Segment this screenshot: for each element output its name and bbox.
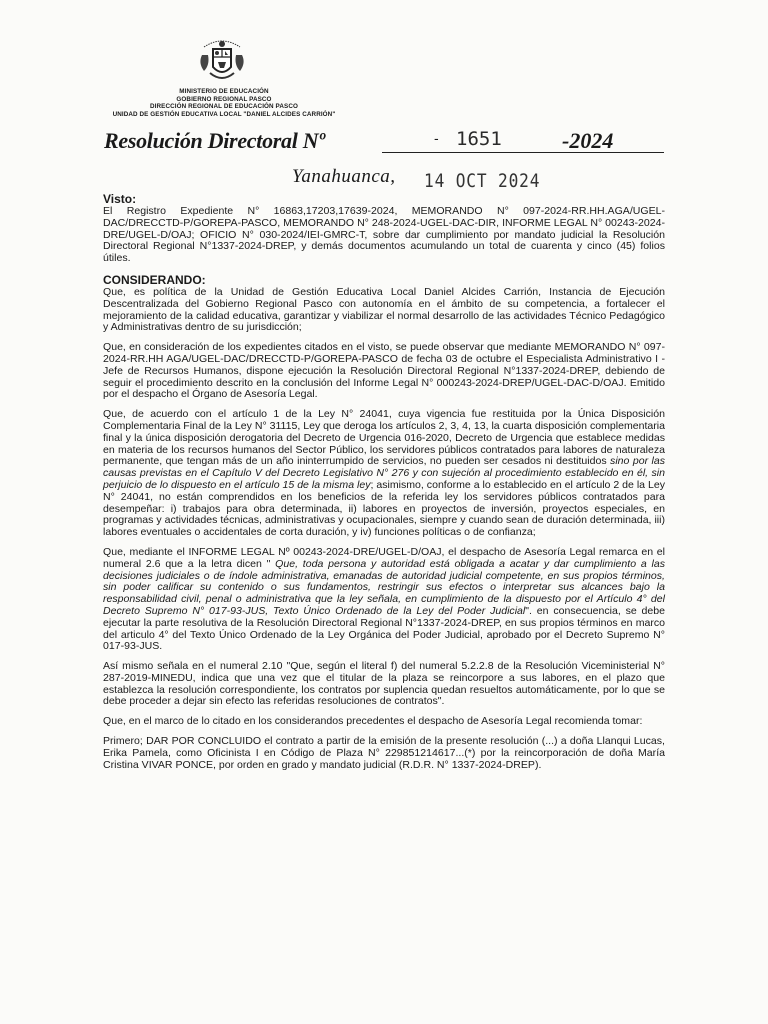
resolution-year: -2024 — [562, 128, 614, 153]
considerando-paragraph-3 — [103, 409, 665, 539]
header-ministry: MINISTERIO DE EDUCACIÓN — [179, 88, 269, 95]
peru-coat-of-arms-icon — [196, 33, 248, 87]
header-ugel: UNIDAD DE GESTIÓN EDUCATIVA LOCAL "DANIEL ALCIDES CARRIÓN" — [112, 110, 336, 118]
paragraph-4-text-c: ". en consecuencia, se debe ejecutar la parte resolutiva de la Resolución Directoral Regional N°1337-2024-DREP, en sus propios términos en marco del articulo 4° del Texto Único Ordenado de la Ley Orgánica del Poder Judicial, aprobado por el Decreto Supremo N° 017-93-JUS. — [103, 604, 665, 653]
considerando-paragraph-6: Que, en el marco de lo citado en los considerandos precedentes el despacho de Asesoría Legal recomienda tomar: — [103, 715, 643, 728]
paragraph-4-italic-quote: Que, toda persona y autoridad está obligada a acatar y dar cumplimiento a las decisiones judiciales o de índole administrativa, emanadas de autoridad judicial competente, en sus propios términos, sin poder calificar su contenido o sus fundamentos, restringir sus efectos o interpretar sus alcances bajo la responsabilidad civil, penal o administrativa que la ley señala, en cumplimiento de la dispuesto por el Artículo 4° del Decreto Supremo N° 017-93-JUS, Texto Único Ordenado de la Ley del Poder Judicial — [103, 557, 665, 617]
resolution-dash: - — [434, 130, 439, 146]
considerando-paragraph-5: Así mismo señala en el numeral 2.10 "Que, según el literal f) del numeral 5.2.2.8 de la Resolución Viceministerial N° 287-2019-MINEDU, indica que una vez que el titular de la plaza se reincorpore a sus labores, en el plazo que establezca la resolución correspondiente, los contratos por suplencia quedan resueltos automáticamente, por lo que se debe proceder a dejar sin efecto las referidas resoluciones de contratos". — [103, 660, 665, 708]
header-regional-government: GOBIERNO REGIONAL PASCO — [176, 95, 272, 103]
resolution-title — [104, 126, 664, 158]
considerando-paragraph-2: Que, en consideración de los expedientes citados en el visto, se puede observar que mediante MEMORANDO N° 097-2024-RR.HH AGA/UGEL-DAC/DRECCTD-P/GOREPA-PASCO de fecha 03 de octubre el Especialista Administrativo I - Jefe de Recursos Humanos, dispone ejecución la Resolución Directoral Regional N°1337-2024-DREP, debiendo de seguir el procedimiento descrito en la conclusión del Informe Legal N° 000243-2024-DREP/UGEL-DAC-D/OAJ. Emitido por el despacho el Órgano de Asesoría Legal. — [103, 341, 665, 401]
institution-header — [95, 88, 353, 118]
paragraph-3-italic-quote: sino por las causas previstas en el Capítulo V del Decreto Legislativo N° 276 y con sujeción al procedimiento establecido en él, sin perjuicio de lo dispuesto en el artículo 15 de la misma ley — [103, 455, 665, 491]
visto-heading: Visto: — [103, 192, 137, 206]
header-regional-direction: DIRECCIÓN REGIONAL DE EDUCACIÓN PASCO — [150, 103, 298, 111]
considerando-heading: CONSIDERANDO: — [103, 272, 206, 287]
visto-text: El Registro Expediente N° 16863,17203,17639-2024, MEMORANDO N° 097-2024-RR.HH.AGA/UGEL-DAC/DRECCTD-P/GOREPA-PASCO, MEMORANDO N° 248-2024-UGEL-DAC-DIR, INFORME LEGAL N° 00243-2024-DRE/UGEL-D/OAJ; OFICIO N° 030-2024/IEI-GMRC-T, sobre dar cumplimiento por mandato judicial la Resolución Directoral Regional N°1337-2024-DREP, y demás documentos acumulando un total de cuarenta y cinco (45) folios útiles. — [103, 205, 665, 265]
resolution-place: Yanahuanca, — [292, 166, 396, 187]
date-stamp: 14 OCT 2024 — [424, 170, 541, 192]
document-body — [103, 193, 665, 779]
considerando-paragraph-7: Primero; DAR POR CONCLUIDO el contrato a partir de la emisión de la presente resolución (...) a doña Llanqui Lucas, Erika Pamela, como Oficinista I en Código de Plaza N° 229851214617...(*) por la reincorporación de doña María Cristina VIVAR PONCE, por orden en grado y mandato judicial (R.D.R. N° 1337-2024-DREP). — [103, 735, 665, 771]
resolution-number: 1651 — [456, 128, 502, 150]
considerando-paragraph-4 — [103, 547, 665, 653]
paragraph-4-text-a: Que, mediante el INFORME LEGAL Nº 00243-2024-DRE/UGEL-D/OAJ, el despacho de Asesoría Legal remarca en el numeral 2.6 que a la letra dicen " — [103, 545, 665, 570]
resolution-number-line — [382, 152, 664, 153]
resolution-label: Resolución Directoral Nº — [104, 128, 325, 153]
paragraph-3-text-a: Que, de acuerdo con el artículo 1 de la Ley N° 24041, cuya vigencia fue restituida por la Única Disposición Complementaria Final de la Ley N° 31115, Ley que deroga los artículos 2, 3, 4, 13, la cuarta disposición complementaria final y la única disposición derogatoria del Decreto de Urgencia 016-2020, Decreto de Urgencia que establece medidas en materia de los recursos humanos del Sector Público, los servidores públicos contratados para labores de naturaleza permanente, que tengan más de un año ininterrumpido de servicios, no pueden ser cesados ni destituidos — [103, 408, 665, 468]
paragraph-3-text-c: ; asimismo, conforme a lo establecido en el artículo 2 de la Ley N° 24041, no están comprendidos en los beneficios de la referida ley los servidores públicos contratados para desempeñar: i) trabajos para obra determinada, ii) labores en proyectos de inversión, proyectos especiales, en programas y actividades técnicas, administrativas y ocupacionales, siempre y cuando sean de duración determinada, iii) labores eventuales o accidentales de corta duración, y iv) funciones políticas o de confianza; — [103, 478, 665, 539]
considerando-paragraph-1: Que, es política de la Unidad de Gestión Educativa Local Daniel Alcides Carrión, Instancia de Ejecución Descentralizada del Gobierno Regional Pasco con autonomía en el ámbito de su competencia, a fortalecer el mejoramiento de la calidad educativa, garantizar y viabilizar el normal desarrollo de las actividades Técnico Pedagógico y Administrativas dentro de su jurisdicción; — [103, 285, 665, 334]
